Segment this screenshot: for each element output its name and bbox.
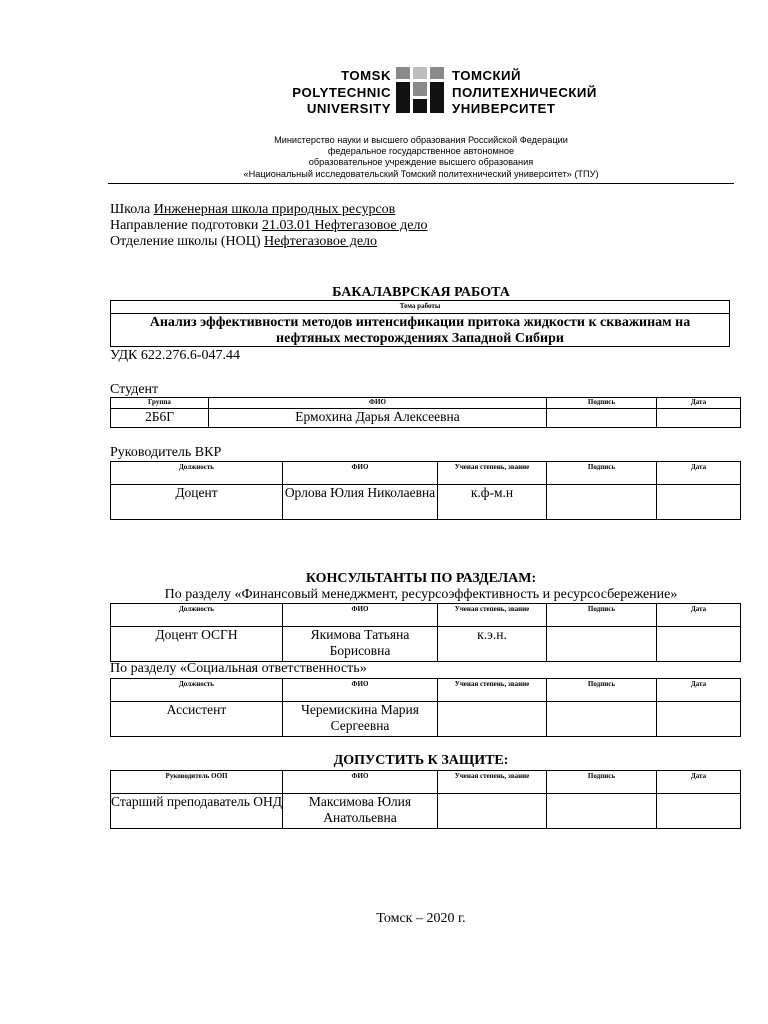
admit-position: Старший преподаватель ОНД bbox=[111, 794, 283, 829]
section2-label: По разделу «Социальная ответственность» bbox=[110, 661, 367, 676]
supervisor-table bbox=[110, 461, 741, 520]
university-name-en: TOMSK POLYTECHNIC UNIVERSITY bbox=[292, 68, 391, 116]
header-cell: Должность bbox=[111, 679, 283, 702]
supervisor-label: Руководитель ВКР bbox=[110, 445, 222, 460]
header-cell: ФИО bbox=[283, 771, 438, 794]
signature-cell bbox=[547, 627, 657, 662]
tpu-logo-icon bbox=[396, 67, 444, 113]
supervisor-position: Доцент bbox=[111, 485, 283, 520]
header-cell: ФИО bbox=[283, 462, 438, 485]
header-cell: Подпись bbox=[547, 398, 657, 409]
header-cell: Ученая степень, звание bbox=[438, 604, 547, 627]
consultant1-degree: к.э.н. bbox=[438, 627, 547, 662]
student-label: Студент bbox=[110, 382, 159, 397]
admit-heading: ДОПУСТИТЬ К ЗАЩИТЕ: bbox=[333, 753, 509, 768]
consultant1-position: Доцент ОСГН bbox=[111, 627, 283, 662]
header-cell: Ученая степень, звание bbox=[438, 679, 547, 702]
udk-code: УДК 622.276.6-047.44 bbox=[110, 348, 241, 363]
header-cell: Подпись bbox=[547, 679, 657, 702]
header-cell: Группа bbox=[111, 398, 209, 409]
header-cell: ФИО bbox=[209, 398, 547, 409]
footer-city-year: Томск – 2020 г. bbox=[376, 911, 466, 926]
university-name-ru: ТОМСКИЙ ПОЛИТЕХНИЧЕСКИЙ УНИВЕРСИТЕТ bbox=[452, 68, 597, 116]
admit-table bbox=[110, 770, 741, 829]
school-line: Школа Инженерная школа природных ресурсов bbox=[110, 202, 396, 217]
department-line: Отделение школы (НОЦ) Нефтегазовое дело bbox=[110, 234, 378, 249]
student-table bbox=[110, 397, 741, 428]
header-cell: Дата bbox=[657, 398, 741, 409]
supervisor-degree: к.ф-м.н bbox=[438, 485, 547, 520]
header-cell: Ученая степень, звание bbox=[438, 462, 547, 485]
school-value: Инженерная школа природных ресурсов bbox=[153, 202, 396, 217]
student-name: Ермохина Дарья Алексеевна bbox=[209, 409, 547, 428]
admit-name: Максимова Юлия Анатольевна bbox=[283, 794, 438, 829]
consultant2-position: Ассистент bbox=[111, 702, 283, 737]
department-value: Нефтегазовое дело bbox=[264, 234, 378, 249]
date-cell bbox=[657, 627, 741, 662]
header-cell: Дата bbox=[657, 462, 741, 485]
header-cell: ФИО bbox=[283, 604, 438, 627]
admit-degree bbox=[438, 794, 547, 829]
direction-value: 21.03.01 Нефтегазовое дело bbox=[261, 218, 428, 233]
table-row bbox=[111, 794, 741, 829]
header-cell: Подпись bbox=[547, 462, 657, 485]
table-row bbox=[111, 627, 741, 662]
header-cell: Дата bbox=[657, 604, 741, 627]
header-cell: Должность bbox=[111, 604, 283, 627]
header-cell: ФИО bbox=[283, 679, 438, 702]
date-cell bbox=[657, 794, 741, 829]
header-cell: Подпись bbox=[547, 771, 657, 794]
consultant2-degree bbox=[438, 702, 547, 737]
header-cell: Ученая степень, звание bbox=[438, 771, 547, 794]
consultant2-name: Черемискина Мария Сергеевна bbox=[283, 702, 438, 737]
signature-cell bbox=[547, 794, 657, 829]
table-header-row bbox=[111, 462, 741, 485]
topic-text: Анализ эффективности методов интенсификации притока жидкости к скважинам на нефтяных месторождениях Западной Сибири bbox=[149, 315, 691, 346]
table-header-row bbox=[111, 604, 741, 627]
ministry-block: Министерство науки и высшего образования Российской Федерации федеральное государственное автономное образовательное учреждение высшего образования «Национальный исследовательский Томский политехнический университет» (ТПУ) bbox=[243, 135, 599, 179]
header-cell: Должность bbox=[111, 462, 283, 485]
signature-cell bbox=[547, 702, 657, 737]
topic-caption: Тема работы bbox=[111, 301, 729, 314]
section1-table bbox=[110, 603, 741, 662]
table-header-row bbox=[111, 398, 741, 409]
table-row bbox=[111, 702, 741, 737]
signature-cell bbox=[547, 409, 657, 428]
table-header-row bbox=[111, 771, 741, 794]
signature-cell bbox=[547, 485, 657, 520]
consultants-heading: КОНСУЛЬТАНТЫ ПО РАЗДЕЛАМ: bbox=[305, 571, 537, 586]
topic-box bbox=[110, 300, 730, 347]
header-divider bbox=[108, 183, 734, 184]
direction-line: Направление подготовки 21.03.01 Нефтегазовое дело bbox=[110, 218, 428, 233]
student-group: 2Б6Г bbox=[111, 409, 209, 428]
table-row bbox=[111, 485, 741, 520]
section2-table bbox=[110, 678, 741, 737]
work-heading: БАКАЛАВРСКАЯ РАБОТА bbox=[332, 285, 510, 300]
date-cell bbox=[657, 409, 741, 428]
table-header-row bbox=[111, 679, 741, 702]
section1-label: По разделу «Финансовый менеджмент, ресурсоэффективность и ресурсосбережение» bbox=[164, 587, 678, 602]
table-row bbox=[111, 409, 741, 428]
header-cell: Подпись bbox=[547, 604, 657, 627]
date-cell bbox=[657, 485, 741, 520]
consultant1-name: Якимова Татьяна Борисовна bbox=[283, 627, 438, 662]
header-cell: Дата bbox=[657, 679, 741, 702]
supervisor-name: Орлова Юлия Николаевна bbox=[283, 485, 438, 520]
header-cell: Дата bbox=[657, 771, 741, 794]
date-cell bbox=[657, 702, 741, 737]
header-cell: Руководитель ООП bbox=[111, 771, 283, 794]
